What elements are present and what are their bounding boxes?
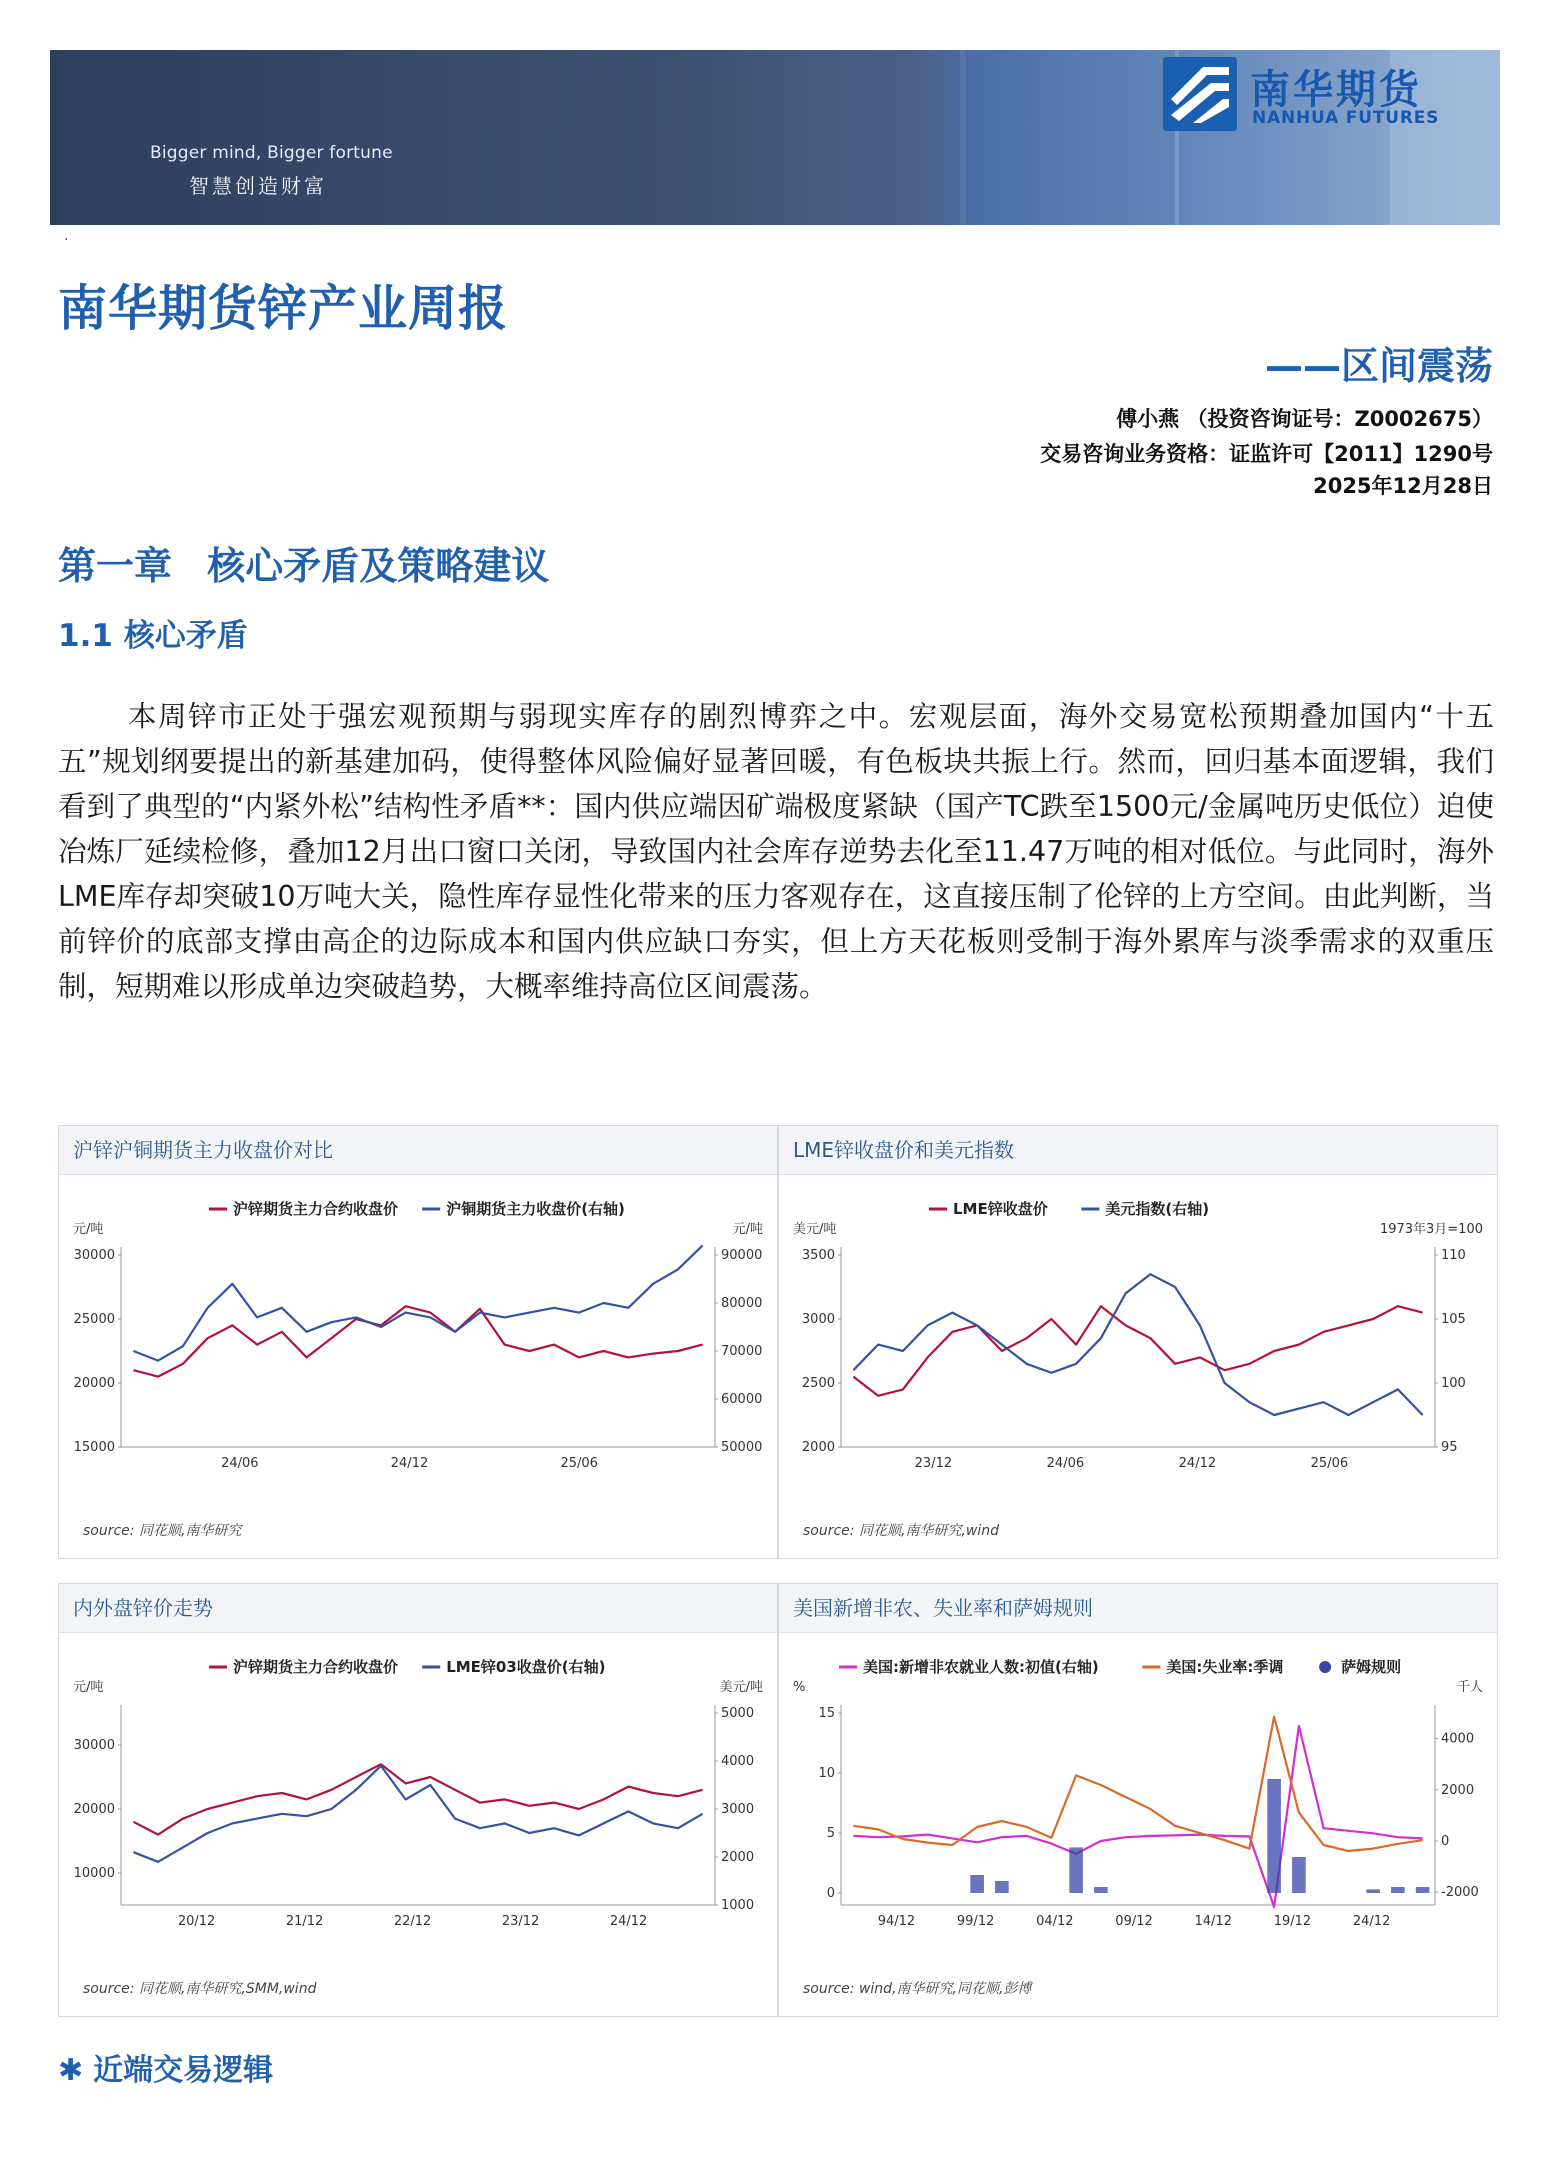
chart-inner-outer-zinc — [59, 1633, 777, 2015]
y-unit-right: 元/吨 — [732, 1222, 763, 1237]
y-tick-right: 90000 — [721, 1248, 763, 1263]
x-tick-label: 94/12 — [877, 1914, 916, 1929]
near-term-heading — [58, 2045, 273, 2089]
y-unit-right: 千人 — [1456, 1680, 1483, 1695]
y-tick-left: 10000 — [73, 1866, 115, 1881]
x-tick-label: 24/06 — [221, 1456, 259, 1471]
series-line — [853, 1726, 1422, 1907]
y-tick-right: 80000 — [721, 1296, 763, 1311]
y-tick-left: 2500 — [801, 1376, 835, 1391]
y-unit-left: % — [793, 1680, 806, 1695]
chart-lme-dxy — [779, 1175, 1497, 1557]
y-unit-left: 元/吨 — [73, 1222, 104, 1237]
y-tick-right: 2000 — [721, 1850, 755, 1865]
report-date: 2025年12月28日 — [1313, 474, 1493, 498]
chart-source: source: wind,南华研究,同花顺,彭博 — [803, 1981, 1032, 1997]
sahm-bar — [1292, 1857, 1306, 1893]
y-tick-right: 105 — [1441, 1312, 1466, 1327]
y-tick-left: 15 — [818, 1706, 835, 1721]
y-tick-right: 4000 — [721, 1754, 755, 1769]
chart-source: source: 同花顺,南华研究,wind — [803, 1523, 999, 1539]
y-tick-left: 30000 — [73, 1248, 115, 1263]
y-tick-right: 95 — [1441, 1440, 1458, 1455]
y-tick-right: 2000 — [1441, 1782, 1475, 1798]
x-tick-label: 22/12 — [393, 1914, 432, 1929]
chart-panel-title: LME锌收盘价和美元指数 — [779, 1126, 1497, 1175]
y-tick-left: 20000 — [73, 1376, 115, 1391]
legend-label: 美国:新增非农就业人数:初值(右轴) — [863, 1658, 1099, 1676]
chart-panel-us-labor — [778, 1583, 1498, 2017]
y-tick-left: 25000 — [73, 1312, 115, 1327]
body-paragraph: 本周锌市正处于强宏观预期与弱现实库存的剧烈博弈之中。宏观层面，海外交易宽松预期叠加国内“十五五”规划纲要提出的新基建加码，使得整体风险偏好显著回暖，有色板块共振上行。然而，回归基本面逻辑，我们看到了典型的“内紧外松”结构性矛盾**：国内供应端因矿端极度紧缺（国产TC跌至1500元/金属吨历史低位）迫使冶炼厂延续检修，叠加12月出口窗口关闭，导致国内社会库存逆势去化至11.47万吨的相对低位。与此同时，海外LME库存却突破10万吨大关，隐性库存显性化带来的压力客观存在，这直接压制了伦锌的上方空间。由此判断，当前锌价的底部支撑由高企的边际成本和国内供应缺口夯实，但上方天花板则受制于海外累库与淡季需求的双重压制，短期难以形成单边突破趋势，大概率维持高位区间震荡。 — [58, 700, 1494, 1003]
license-line: 交易咨询业务资格：证监许可【2011】1290号 — [1040, 442, 1493, 466]
x-tick-label: 09/12 — [1115, 1914, 1153, 1929]
legend-label: LME锌收盘价 — [953, 1200, 1048, 1218]
sahm-bar — [995, 1881, 1009, 1893]
chart-panel-lme-dxy — [778, 1125, 1498, 1559]
chart-panel-title: 美国新增非农、失业率和萨姆规则 — [779, 1584, 1497, 1633]
y-tick-right: 110 — [1441, 1248, 1466, 1263]
y-tick-left: 30000 — [73, 1738, 115, 1753]
series-line — [853, 1717, 1422, 1851]
x-tick-label: 23/12 — [914, 1456, 953, 1471]
chart-zinc-copper — [59, 1175, 777, 1557]
sahm-bar — [1366, 1889, 1380, 1893]
y-tick-right: 70000 — [721, 1344, 763, 1359]
y-tick-right: 100 — [1441, 1376, 1466, 1391]
chart-panel-title: 内外盘锌价走势 — [59, 1584, 777, 1633]
chart-source: source: 同花顺,南华研究 — [83, 1523, 242, 1539]
tagline-english: Bigger mind, Bigger fortune — [150, 143, 393, 163]
x-tick-label: 24/12 — [1178, 1456, 1217, 1471]
near-term-label: 近端交易逻辑 — [93, 2053, 274, 2088]
y-tick-left: 15000 — [73, 1440, 115, 1455]
x-tick-label: 99/12 — [956, 1914, 995, 1929]
sahm-bar — [1416, 1887, 1430, 1893]
x-tick-label: 19/12 — [1273, 1914, 1312, 1929]
legend-label: 美元指数(右轴) — [1105, 1200, 1210, 1218]
y-tick-right: 4000 — [1441, 1731, 1475, 1747]
tagline-chinese: 智慧创造财富 — [189, 174, 327, 198]
nanhua-logo-icon — [1163, 57, 1237, 131]
y-unit-left: 元/吨 — [73, 1680, 104, 1695]
y-tick-left: 20000 — [73, 1802, 115, 1817]
x-tick-label: 14/12 — [1194, 1914, 1232, 1929]
chart-panel-zinc-copper — [58, 1125, 778, 1559]
sahm-bar — [1069, 1847, 1083, 1893]
y-unit-right: 美元/吨 — [719, 1680, 763, 1695]
section-heading: 1.1 核心矛盾 — [58, 618, 248, 654]
x-tick-label: 25/06 — [560, 1456, 598, 1471]
x-tick-label: 20/12 — [177, 1914, 216, 1929]
bullet-dot: · — [64, 232, 69, 248]
legend-label: 沪铜期货主力收盘价(右轴) — [446, 1200, 625, 1218]
legend-label: LME锌03收盘价(右轴) — [446, 1658, 606, 1676]
y-tick-left: 5 — [826, 1826, 835, 1841]
x-tick-label: 04/12 — [1036, 1914, 1074, 1929]
y-tick-left: 0 — [826, 1886, 835, 1901]
y-tick-right: 3000 — [721, 1802, 755, 1817]
chart-panel-inner-outer — [58, 1583, 778, 2017]
chapter-heading: 第一章 核心矛盾及策略建议 — [58, 544, 550, 588]
y-unit-right: 1973年3月=100 — [1379, 1222, 1483, 1237]
y-tick-right: 5000 — [721, 1706, 755, 1721]
report-title: 南华期货锌产业周报 — [58, 280, 509, 337]
x-tick-label: 24/12 — [1352, 1914, 1391, 1929]
legend-label: 萨姆规则 — [1341, 1658, 1402, 1676]
asterisk-icon: ✱ — [58, 2053, 84, 2088]
y-tick-left: 2000 — [801, 1440, 835, 1455]
x-tick-label: 21/12 — [285, 1914, 324, 1929]
chart-source: source: 同花顺,南华研究,SMM,wind — [83, 1981, 317, 1997]
y-tick-right: 0 — [1441, 1834, 1450, 1849]
legend-label: 沪锌期货主力合约收盘价 — [233, 1658, 399, 1676]
series-line — [133, 1764, 702, 1834]
series-line — [133, 1245, 702, 1360]
y-tick-right: -2000 — [1441, 1885, 1479, 1901]
x-tick-label: 23/12 — [501, 1914, 540, 1929]
y-unit-left: 美元/吨 — [793, 1222, 837, 1237]
x-tick-label: 24/06 — [1046, 1456, 1085, 1471]
x-tick-label: 24/12 — [390, 1456, 429, 1471]
x-tick-label: 24/12 — [609, 1914, 648, 1929]
y-tick-left: 3000 — [801, 1312, 835, 1327]
sahm-bar — [1267, 1779, 1281, 1893]
sahm-bar — [1094, 1887, 1108, 1893]
sahm-bar — [1391, 1887, 1405, 1893]
y-tick-right: 60000 — [721, 1392, 763, 1407]
y-tick-left: 3500 — [801, 1248, 835, 1263]
author-line: 傅小燕 （投资咨询证号：Z0002675） — [1116, 407, 1493, 431]
y-tick-right: 50000 — [721, 1440, 763, 1455]
y-tick-right: 1000 — [721, 1898, 755, 1913]
banner-stripe — [960, 50, 966, 225]
x-tick-label: 25/06 — [1310, 1456, 1349, 1471]
chart-panel-title: 沪锌沪铜期货主力收盘价对比 — [59, 1126, 777, 1175]
legend-swatch — [1319, 1661, 1331, 1673]
sahm-bar — [970, 1875, 984, 1893]
legend-label: 沪锌期货主力合约收盘价 — [233, 1200, 399, 1218]
y-tick-left: 10 — [818, 1766, 835, 1781]
logo-wordmark-cn: 南华期货 — [1250, 67, 1422, 113]
logo-wordmark-en: NANHUA FUTURES — [1252, 108, 1440, 128]
legend-label: 美国:失业率:季调 — [1166, 1658, 1284, 1676]
report-subtitle: ——区间震荡 — [1264, 344, 1493, 388]
chart-us-labor — [779, 1633, 1497, 2015]
series-line — [133, 1306, 702, 1376]
